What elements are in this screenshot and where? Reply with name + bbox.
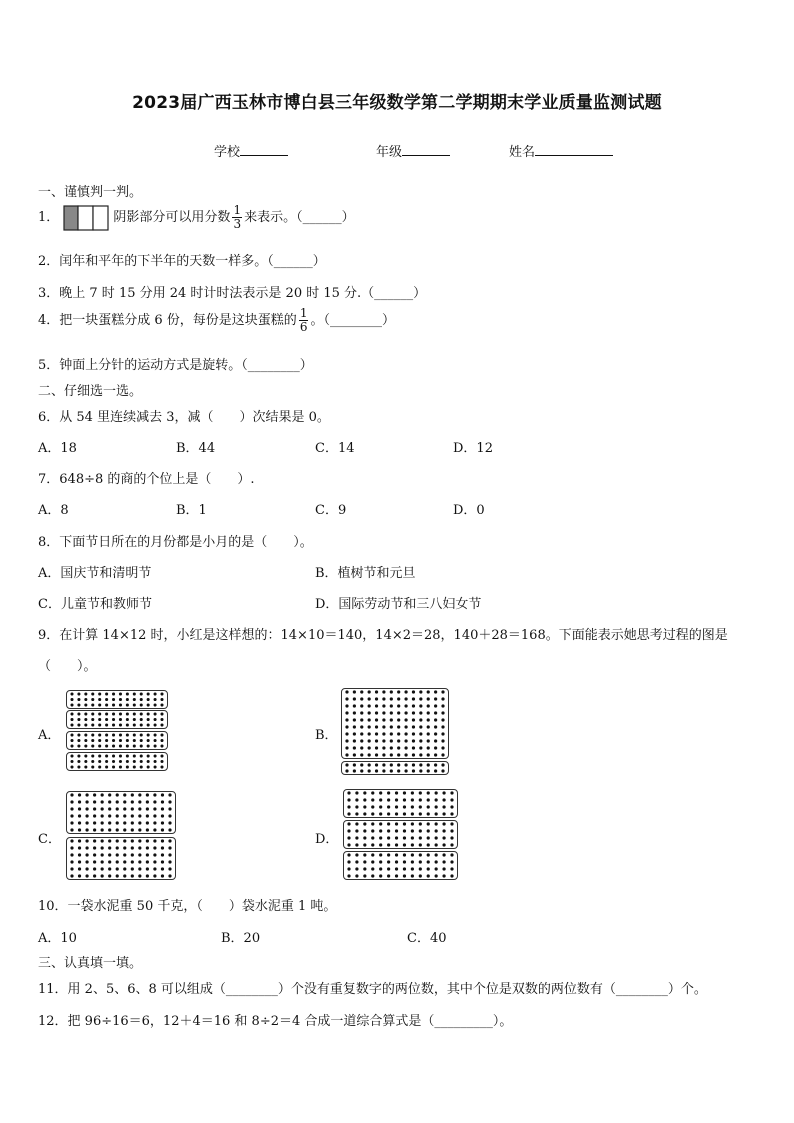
dot-array-a-3 (66, 731, 168, 750)
q9-option-b[interactable]: B． (315, 728, 338, 743)
name-field[interactable] (509, 141, 613, 160)
q8-option-b[interactable]: B．植树节和元旦 (315, 566, 416, 581)
dot-array-d-2 (343, 820, 458, 849)
question-2: 2．闰年和平年的下半年的天数一样多。（______） (38, 254, 326, 269)
dot-array-b-1 (341, 688, 449, 759)
school-blank[interactable] (240, 143, 288, 156)
question-3: 3．晚上 7 时 15 分用 24 时计时法表示是 20 时 15 分.（______） (38, 286, 427, 301)
q7-option-b[interactable]: B．1 (176, 503, 207, 518)
school-label: 学校 (214, 145, 241, 160)
question-10: 10．一袋水泥重 50 千克，（ ）袋水泥重 1 吨。 (38, 899, 337, 914)
q6-option-b[interactable]: B．44 (176, 441, 216, 456)
dot-array-a-2 (66, 710, 168, 729)
thirds-rectangle-figure (63, 205, 109, 231)
section-1-heading: 一、谨慎判一判。 (38, 185, 143, 200)
q1-text-after: 来表示。（______） (244, 210, 355, 225)
dot-array-d-3 (343, 851, 458, 880)
dot-array-b-2 (341, 761, 449, 775)
question-12: 12．把 96÷16＝6，12＋4＝16 和 8÷2＝4 合成一道综合算式是（_________）。 (38, 1014, 513, 1029)
q1-number: 1． (38, 210, 60, 225)
school-field[interactable] (214, 141, 288, 160)
q9-option-a[interactable]: A． (38, 728, 61, 743)
q9-option-d[interactable]: D． (315, 832, 339, 847)
section-3-heading: 三、认真填一填。 (38, 956, 143, 971)
question-9-continued: （ ）。 (38, 659, 97, 674)
fraction-one-sixth: $\frac{1}{6}$ (299, 306, 308, 334)
question-1 (38, 204, 355, 231)
question-6: 6．从 54 里连续减去 3，减（ ）次结果是 0。 (38, 410, 330, 425)
question-4 (38, 307, 395, 334)
grade-label: 年级 (376, 145, 403, 160)
q6-option-d[interactable]: D．12 (453, 441, 493, 456)
question-11: 11．用 2、5、6、8 可以组成（________）个没有重复数字的两位数，其中个位是双数的两位数有（________）个。 (38, 982, 707, 997)
q10-option-a[interactable]: A．10 (38, 931, 77, 946)
q7-option-a[interactable]: A．8 (38, 503, 69, 518)
question-8: 8．下面节日所在的月份都是小月的是（ ）。 (38, 535, 313, 550)
name-label: 姓名 (509, 145, 536, 160)
q10-option-c[interactable]: C．40 (407, 931, 447, 946)
section-2-heading: 二、仔细选一选。 (38, 384, 143, 399)
q10-option-b[interactable]: B．20 (221, 931, 261, 946)
question-9: 9．在计算 14×12 时，小红是这样想的：14×10＝140，14×2＝28，140＋28＝168。下面能表示她思考过程的图是 (38, 628, 728, 643)
q8-option-a[interactable]: A．国庆节和清明节 (38, 566, 152, 581)
q8-option-c[interactable]: C．儿童节和教师节 (38, 597, 152, 612)
fraction-one-third: $\frac{1}{3}$ (233, 203, 242, 231)
grade-blank[interactable] (402, 143, 450, 156)
grade-field[interactable] (376, 141, 450, 160)
dot-array-a-1 (66, 690, 168, 709)
question-5: 5．钟面上分针的运动方式是旋转。（________） (38, 358, 313, 373)
q1-text-before: 阴影部分可以用分数 (113, 210, 231, 225)
page-title: 2023届广西玉林市博白县三年级数学第二学期期末学业质量监测试题 (132, 93, 662, 113)
name-blank[interactable] (535, 143, 613, 156)
dot-array-a-4 (66, 752, 168, 771)
q6-option-a[interactable]: A．18 (38, 441, 77, 456)
dot-array-d-1 (343, 789, 458, 818)
dot-array-c-2 (66, 837, 176, 880)
q8-option-d[interactable]: D．国际劳动节和三八妇女节 (315, 597, 482, 612)
q4-text-before: 4．把一块蛋糕分成 6 份，每份是这块蛋糕的 (38, 313, 297, 328)
q7-option-c[interactable]: C．9 (315, 503, 347, 518)
dot-array-c-1 (66, 791, 176, 834)
q9-option-c[interactable]: C． (38, 832, 61, 847)
question-7: 7．648÷8 的商的个位上是（ ）. (38, 472, 255, 487)
q7-option-d[interactable]: D．0 (453, 503, 485, 518)
q4-text-after: 。（________） (310, 313, 395, 328)
q6-option-c[interactable]: C．14 (315, 441, 355, 456)
